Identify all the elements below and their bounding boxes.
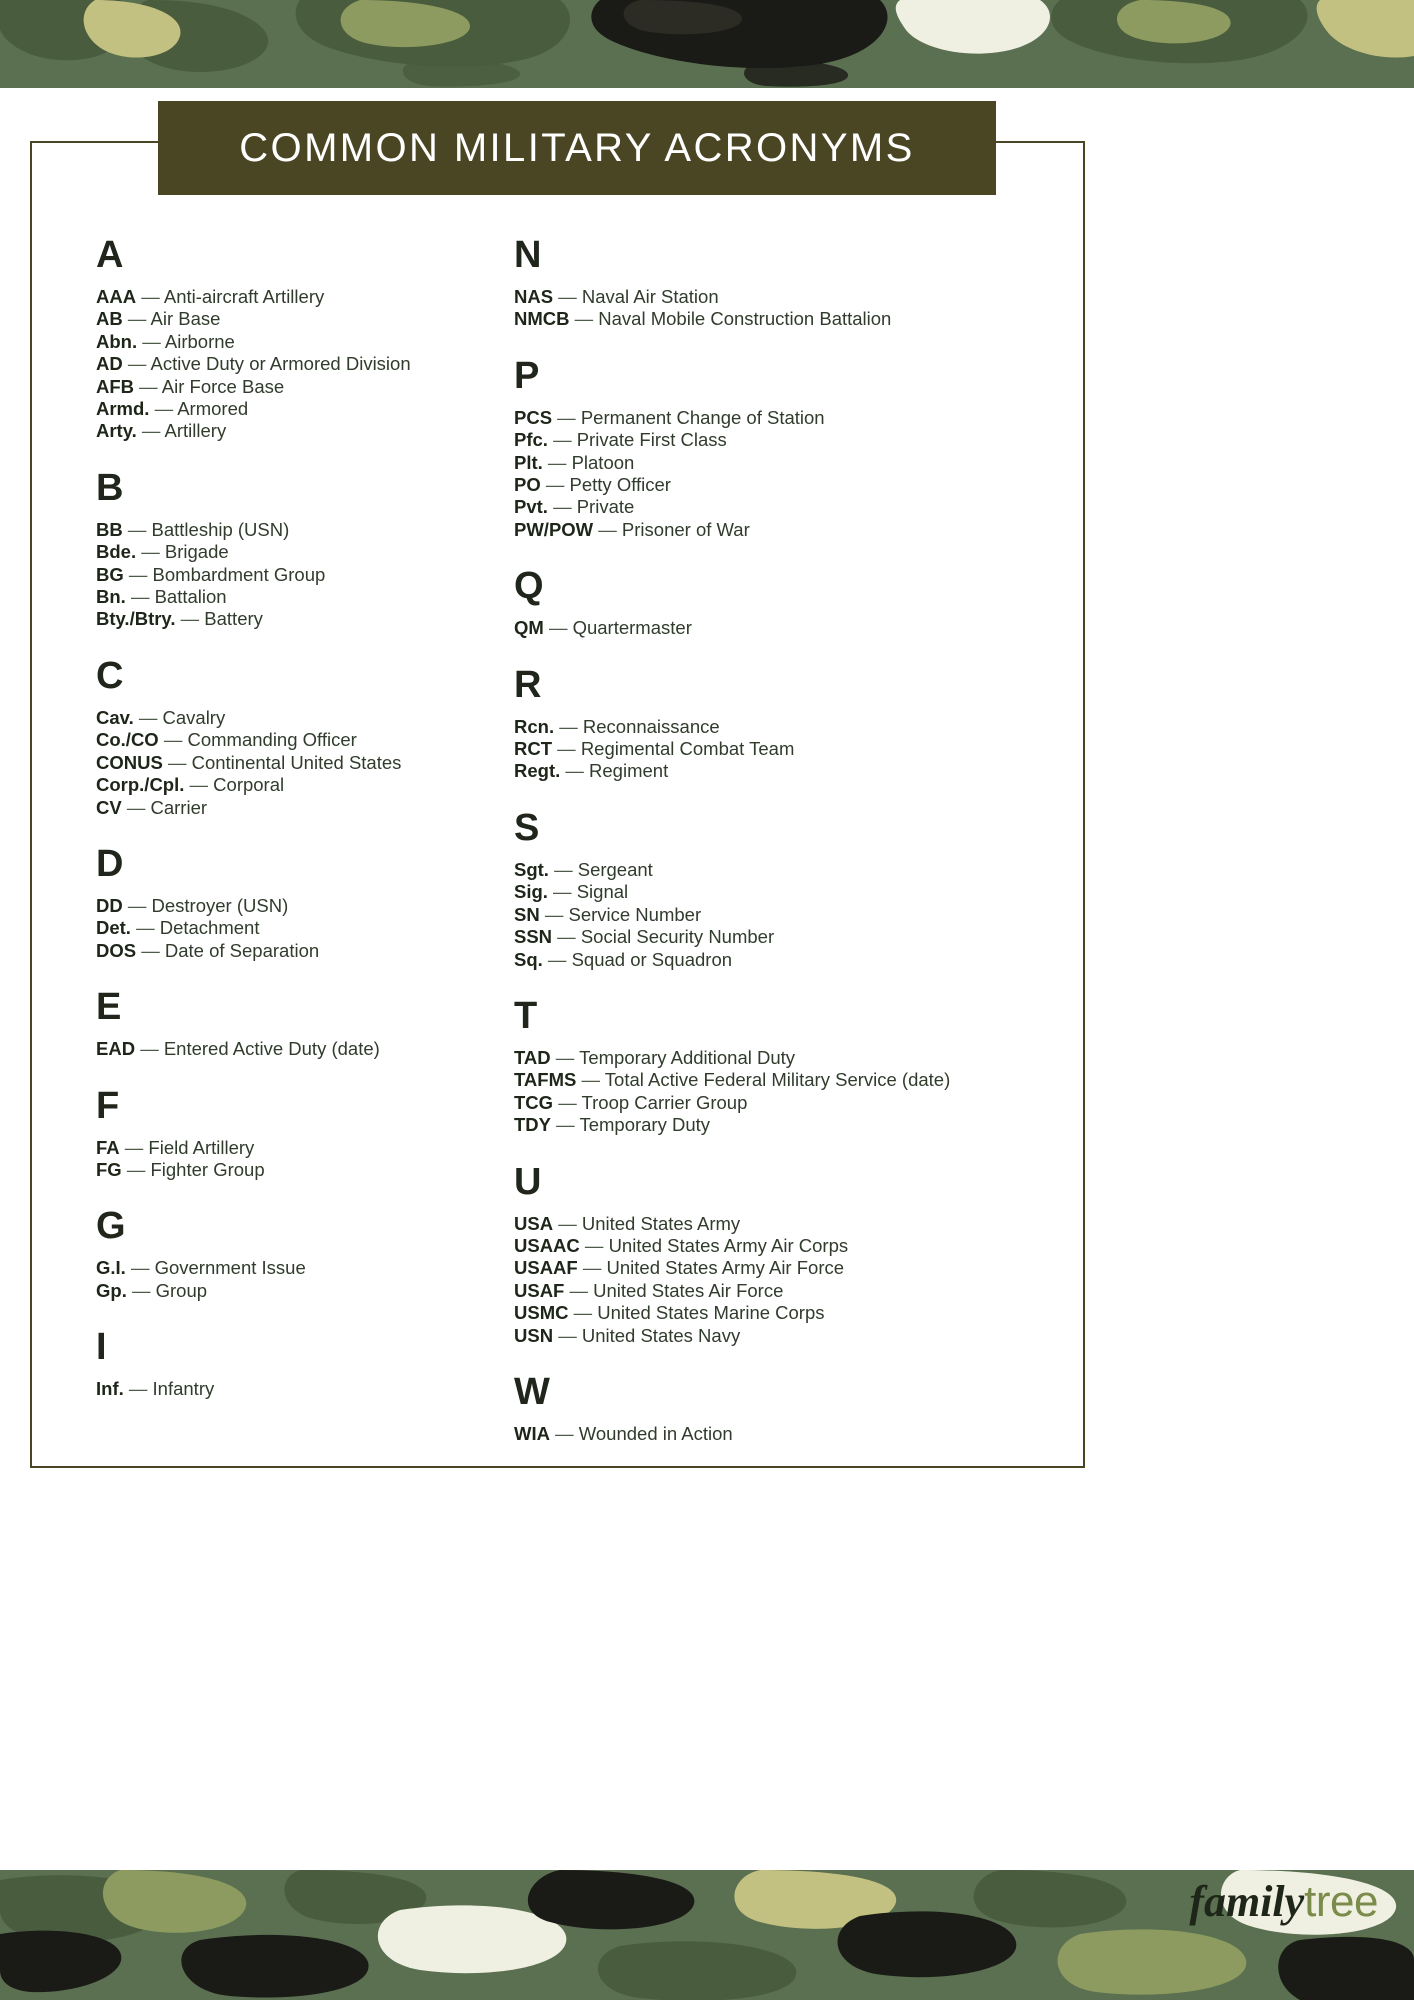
acronym-dash: — [547, 881, 577, 903]
acronym-section-f [96, 1084, 502, 1182]
acronym-definition: United States Army Air Force [606, 1257, 845, 1279]
acronym-dash: — [543, 617, 573, 639]
acronym-entry [96, 1159, 502, 1181]
acronym-entry [96, 729, 502, 751]
acronym-dash: — [133, 706, 163, 728]
acronym-abbreviation: FA [96, 1136, 120, 1158]
acronym-abbreviation: Gp. [96, 1279, 127, 1301]
acronym-entry [514, 1257, 1044, 1279]
acronym-abbreviation: SN [514, 903, 540, 925]
acronym-abbreviation: AD [96, 353, 123, 375]
acronym-definition: Total Active Federal Military Service (date) [604, 1069, 951, 1091]
acronym-definition: Squad or Squadron [571, 948, 733, 970]
acronym-entry [514, 474, 1044, 496]
acronym-abbreviation: USN [514, 1324, 554, 1346]
acronym-dash: — [540, 474, 570, 496]
acronym-definition: Bombardment Group [152, 563, 326, 585]
acronym-abbreviation: USAAC [514, 1234, 580, 1256]
acronym-abbreviation: Rcn. [514, 715, 555, 737]
acronym-abbreviation: Bn. [96, 586, 126, 608]
acronym-dash: — [136, 541, 165, 563]
acronym-entry [96, 398, 502, 420]
section-letter: R [514, 663, 542, 706]
acronym-dash: — [542, 948, 572, 970]
acronym-definition: Regimental Combat Team [580, 738, 795, 760]
acronym-section-c [96, 654, 502, 819]
acronym-abbreviation: TCG [514, 1091, 554, 1113]
acronym-abbreviation: USA [514, 1212, 554, 1234]
acronym-abbreviation: USAAF [514, 1257, 578, 1279]
acronym-entry [514, 407, 1044, 429]
acronym-section-q [514, 567, 1044, 639]
acronym-dash: — [551, 1114, 580, 1136]
acronym-entry [514, 760, 1044, 782]
acronym-dash: — [542, 451, 572, 473]
acronym-entry [514, 1423, 1044, 1445]
column-left [96, 236, 502, 1447]
acronym-dash: — [553, 1212, 582, 1234]
acronym-dash: — [125, 1257, 155, 1279]
acronym-dash: — [125, 586, 155, 608]
acronym-dash: — [136, 286, 164, 307]
acronym-abbreviation: TAD [514, 1046, 551, 1068]
section-letter: E [96, 986, 122, 1029]
acronym-entry [96, 286, 502, 308]
acronym-entry [514, 1092, 1044, 1114]
section-letter: W [514, 1370, 550, 1413]
acronym-abbreviation: TDY [514, 1114, 551, 1136]
acronym-entry [514, 716, 1044, 738]
acronym-abbreviation: EAD [96, 1038, 136, 1060]
section-letter: A [96, 234, 124, 276]
acronym-dash: — [119, 1136, 149, 1158]
acronym-definition: Wounded in Action [578, 1422, 733, 1444]
section-letter: C [96, 654, 124, 697]
acronym-entry [96, 519, 502, 541]
acronym-dash: — [136, 420, 165, 442]
acronym-definition: Fighter Group [150, 1158, 265, 1180]
acronym-definition: Infantry [152, 1378, 215, 1400]
acronym-definition: Artillery [164, 420, 227, 442]
acronym-definition: Continental United States [191, 751, 402, 773]
acronym-abbreviation: DOS [96, 939, 137, 961]
acronym-abbreviation: CONUS [96, 751, 163, 773]
acronym-abbreviation: Cav. [96, 706, 134, 728]
acronym-definition: Air Base [150, 308, 221, 330]
acronym-entry [96, 608, 502, 630]
section-letter: G [96, 1205, 126, 1248]
acronym-dash: — [126, 1279, 156, 1301]
section-letter: P [514, 354, 540, 397]
acronym-abbreviation: Bde. [96, 541, 137, 563]
acronym-entry [96, 1280, 502, 1302]
acronym-entry [96, 940, 502, 962]
acronym-entry [514, 1235, 1044, 1257]
acronym-entry [96, 1038, 502, 1060]
acronym-entry [514, 1047, 1044, 1069]
title-banner [158, 101, 996, 195]
acronym-abbreviation: QM [514, 617, 544, 639]
acronym-definition: Private First Class [576, 429, 727, 451]
acronym-definition: United States Army [581, 1212, 741, 1234]
acronym-abbreviation: NMCB [514, 308, 570, 330]
acronym-entry [514, 738, 1044, 760]
acronym-dash: — [554, 715, 583, 737]
acronym-section-u [514, 1160, 1044, 1347]
section-letter: F [96, 1084, 120, 1127]
acronym-dash: — [123, 1378, 153, 1400]
acronym-dash: — [553, 1324, 582, 1346]
acronym-entry [514, 452, 1044, 474]
acronym-definition: Troop Carrier Group [581, 1091, 748, 1113]
acronym-dash: — [149, 398, 178, 420]
acronym-dash: — [134, 375, 162, 397]
acronym-dash: — [184, 774, 214, 796]
acronym-abbreviation: Plt. [514, 451, 543, 473]
acronym-definition: Corporal [213, 774, 285, 796]
acronym-dash: — [158, 729, 188, 751]
acronym-dash: — [549, 1422, 579, 1444]
acronym-section-b [96, 466, 502, 631]
acronym-abbreviation: BG [96, 563, 124, 585]
acronym-definition: Air Force Base [161, 375, 285, 397]
acronym-entry [514, 1213, 1044, 1235]
acronym-abbreviation: FG [96, 1158, 122, 1180]
acronym-entry [514, 881, 1044, 903]
acronym-abbreviation: DD [96, 894, 123, 916]
acronym-entry [96, 420, 502, 442]
acronym-dash: — [122, 353, 151, 375]
acronym-entry [514, 519, 1044, 541]
acronym-entry [96, 353, 502, 375]
acronym-abbreviation: Pfc. [514, 429, 548, 451]
acronym-dash: — [593, 518, 622, 540]
acronym-abbreviation: WIA [514, 1422, 550, 1444]
acronym-dash: — [136, 939, 165, 961]
acronym-dash: — [547, 429, 577, 451]
acronym-definition: Detachment [159, 917, 260, 939]
acronym-abbreviation: NAS [514, 286, 554, 307]
camouflage-pattern-top-svg [0, 0, 1414, 88]
acronym-definition: Prisoner of War [621, 518, 750, 540]
section-letter: N [514, 234, 542, 276]
acronym-entry [514, 904, 1044, 926]
acronym-definition: Carrier [150, 796, 208, 818]
acronym-entry [514, 1114, 1044, 1136]
acronym-entry [96, 586, 502, 608]
acronym-dash: — [550, 1046, 580, 1068]
acronym-section-w [514, 1370, 1044, 1445]
acronym-dash: — [552, 738, 581, 760]
acronym-abbreviation: PW/POW [514, 518, 594, 540]
acronym-dash: — [552, 406, 581, 428]
acronym-dash: — [564, 1279, 594, 1301]
acronym-abbreviation: AFB [96, 375, 135, 397]
section-letter: S [514, 806, 540, 849]
acronym-definition: Temporary Duty [579, 1114, 711, 1136]
section-letter: D [96, 842, 124, 885]
acronym-definition: Destroyer (USN) [151, 894, 289, 916]
acronym-abbreviation: SSN [514, 926, 553, 948]
acronym-entry [514, 286, 1044, 308]
acronym-entry [514, 949, 1044, 971]
acronym-abbreviation: CV [96, 796, 122, 818]
acronym-dash: — [122, 894, 152, 916]
acronym-dash: — [122, 518, 152, 540]
acronym-abbreviation: PO [514, 474, 541, 496]
acronym-section-n [514, 236, 1044, 331]
acronym-dash: — [576, 1069, 605, 1091]
acronym-dash: — [121, 1158, 151, 1180]
acronym-abbreviation: Sgt. [514, 858, 549, 880]
acronym-dash: — [579, 1234, 609, 1256]
acronym-definition: Airborne [164, 330, 235, 352]
acronym-abbreviation: AAA [96, 286, 137, 307]
acronym-abbreviation: Pvt. [514, 496, 548, 518]
acronym-definition: Government Issue [154, 1257, 306, 1279]
acronym-definition: Reconnaissance [582, 715, 720, 737]
acronym-abbreviation: Abn. [96, 330, 138, 352]
logo-family-text: family [1189, 1877, 1305, 1926]
acronym-entry [96, 895, 502, 917]
acronym-definition: Field Artillery [148, 1136, 255, 1158]
acronym-entry [96, 752, 502, 774]
acronym-entry [96, 917, 502, 939]
acronym-definition: United States Army Air Corps [608, 1234, 849, 1256]
acronym-entry [514, 496, 1044, 518]
acronym-dash: — [130, 917, 160, 939]
acronym-entry [96, 774, 502, 796]
acronym-entry [96, 308, 502, 330]
acronym-dash: — [121, 796, 151, 818]
page-title: COMMON MILITARY ACRONYMS [239, 125, 915, 170]
acronym-definition: Naval Air Station [581, 286, 719, 307]
logo-tree-text: tree [1304, 1877, 1378, 1926]
acronym-abbreviation: Armd. [96, 398, 150, 420]
familytree-logo[interactable] [1189, 1877, 1378, 1926]
acronym-entry [514, 1325, 1044, 1347]
acronym-entry [96, 376, 502, 398]
acronym-dash: — [552, 926, 581, 948]
acronym-abbreviation: Sig. [514, 881, 548, 903]
acronym-dash: — [577, 1257, 607, 1279]
acronym-definition: Signal [576, 881, 629, 903]
acronym-abbreviation: Co./CO [96, 729, 159, 751]
acronym-entry [514, 926, 1044, 948]
acronym-dash: — [137, 330, 165, 352]
acronym-entry [96, 707, 502, 729]
acronym-abbreviation: PCS [514, 406, 553, 428]
acronym-definition: Armored [177, 398, 249, 420]
acronym-definition: United States Navy [581, 1324, 741, 1346]
acronym-dash: — [553, 1091, 582, 1113]
acronym-entry [96, 564, 502, 586]
acronym-entry [96, 1378, 502, 1400]
acronym-definition: Temporary Additional Duty [579, 1046, 796, 1068]
acronym-dash: — [123, 563, 153, 585]
acronym-dash: — [568, 1302, 598, 1324]
acronym-abbreviation: Sq. [514, 948, 543, 970]
acronym-definition: Brigade [164, 541, 229, 563]
acronym-entry [96, 541, 502, 563]
acronym-dash: — [569, 308, 599, 330]
acronym-entry [514, 859, 1044, 881]
acronym-entry [96, 797, 502, 819]
acronym-abbreviation: G.I. [96, 1257, 126, 1279]
section-letter: T [514, 994, 538, 1037]
acronym-definition: Entered Active Duty (date) [163, 1038, 380, 1060]
acronym-definition: Petty Officer [569, 474, 671, 496]
acronym-abbreviation: Regt. [514, 760, 561, 782]
acronym-definition: Commanding Officer [187, 729, 357, 751]
acronym-entry [514, 617, 1044, 639]
acronym-abbreviation: Det. [96, 917, 131, 939]
acronym-abbreviation: TAFMS [514, 1069, 577, 1091]
acronym-section-s [514, 806, 1044, 971]
acronym-definition: Date of Separation [164, 939, 320, 961]
acronym-dash: — [175, 608, 205, 630]
acronym-dash: — [560, 760, 590, 782]
acronym-entry [96, 331, 502, 353]
acronym-abbreviation: Bty./Btry. [96, 608, 176, 630]
acronym-section-a [96, 236, 502, 443]
acronym-dash: — [539, 903, 569, 925]
section-letter: U [514, 1160, 542, 1203]
acronym-definition: Social Security Number [580, 926, 775, 948]
acronym-abbreviation: Corp./Cpl. [96, 774, 185, 796]
acronym-definition: Sergeant [577, 858, 653, 880]
acronym-dash: — [553, 286, 582, 307]
acronym-definition: Private [576, 496, 635, 518]
acronym-section-p [514, 354, 1044, 541]
acronym-entry [96, 1137, 502, 1159]
acronym-definition: Battery [204, 608, 263, 630]
acronym-definition: Battalion [154, 586, 227, 608]
acronym-entry [514, 308, 1044, 330]
acronym-abbreviation: USMC [514, 1302, 569, 1324]
acronym-section-g [96, 1207, 502, 1302]
acronym-definition: Regiment [589, 760, 669, 782]
acronym-definition: Permanent Change of Station [580, 406, 825, 428]
section-letter: Q [514, 565, 544, 608]
acronym-entry [514, 429, 1044, 451]
acronym-abbreviation: RCT [514, 738, 553, 760]
acronym-entry [514, 1280, 1044, 1302]
acronym-abbreviation: AB [96, 308, 123, 330]
acronym-section-d [96, 842, 502, 962]
acronym-abbreviation: USAF [514, 1279, 565, 1301]
acronym-section-e [96, 988, 502, 1060]
acronym-abbreviation: Inf. [96, 1378, 124, 1400]
acronym-abbreviation: Arty. [96, 420, 137, 442]
acronym-columns [96, 236, 1116, 1447]
acronym-definition: Platoon [571, 451, 635, 473]
acronym-dash: — [162, 751, 192, 773]
acronym-dash: — [135, 1038, 164, 1060]
acronym-definition: United States Air Force [593, 1279, 784, 1301]
acronym-entry [96, 1257, 502, 1279]
acronym-definition: Battleship (USN) [151, 518, 290, 540]
acronym-entry [514, 1302, 1044, 1324]
acronym-definition: Active Duty or Armored Division [150, 353, 411, 375]
acronym-dash: — [547, 496, 577, 518]
acronym-definition: United States Marine Corps [597, 1302, 825, 1324]
acronym-dash: — [548, 858, 578, 880]
acronym-entry [514, 1069, 1044, 1091]
acronym-dash: — [122, 308, 151, 330]
camouflage-band-top [0, 0, 1414, 88]
acronym-section-t [514, 994, 1044, 1137]
acronym-section-r [514, 663, 1044, 783]
acronym-definition: Group [155, 1279, 208, 1301]
acronym-definition: Naval Mobile Construction Battalion [598, 308, 892, 330]
acronym-section-i [96, 1328, 502, 1400]
column-right [514, 236, 1044, 1447]
acronym-definition: Quartermaster [572, 617, 692, 639]
acronym-abbreviation: BB [96, 518, 123, 540]
section-letter: I [96, 1326, 107, 1369]
section-letter: B [96, 466, 124, 509]
acronym-definition: Cavalry [162, 706, 226, 728]
acronym-definition: Anti-aircraft Artillery [163, 286, 325, 307]
acronym-definition: Service Number [568, 903, 702, 925]
